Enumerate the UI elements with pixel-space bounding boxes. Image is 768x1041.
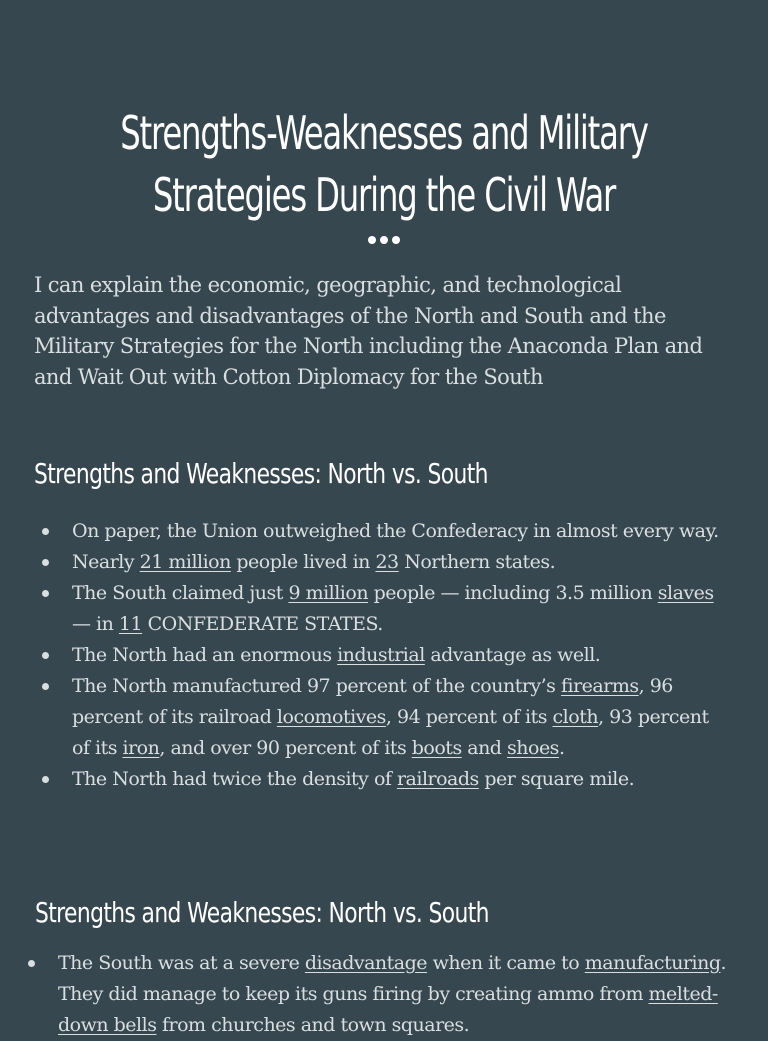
bullet-item <box>40 640 730 671</box>
underlined-term: cloth <box>552 706 599 728</box>
bullet-text: Nearly <box>72 551 140 573</box>
section-heading-2: Strengths and Weaknesses: North vs. South <box>35 896 489 929</box>
underlined-term: 21 million <box>139 551 231 573</box>
bullet-text: advantage as well. <box>424 644 601 666</box>
underlined-term: melted-down bells <box>58 983 718 1036</box>
underlined-term: iron <box>122 737 160 759</box>
bullet-text: , 96 percent of its railroad <box>72 675 673 728</box>
bullet-text: The North manufactured 97 percent of the country’s <box>72 675 561 697</box>
dot-icon <box>368 236 376 244</box>
bullet-text: The South was at a severe <box>58 952 305 974</box>
dot-icon <box>392 236 400 244</box>
separator-dots <box>0 236 768 244</box>
bullet-item <box>40 764 730 795</box>
bullet-text: On paper, the Union outweighed the Confederacy in almost every way. <box>72 520 719 542</box>
bullet-text: — in <box>72 613 119 635</box>
bullet-text: and <box>461 737 508 759</box>
underlined-term: 9 million <box>288 582 369 604</box>
section-heading-1: Strengths and Weaknesses: North vs. South <box>34 457 488 490</box>
bullet-text: The North had twice the density of <box>72 768 397 790</box>
underlined-term: railroads <box>396 768 479 790</box>
bullet-text: people lived in <box>230 551 376 573</box>
bullet-text: Northern states. <box>398 551 556 573</box>
bullet-text: per square mile. <box>478 768 635 790</box>
underlined-term: manufacturing <box>584 952 721 974</box>
bullet-text: CONFEDERATE STATES. <box>142 613 383 635</box>
bullet-text: , 94 percent of its <box>385 706 553 728</box>
bullet-item <box>40 547 730 578</box>
bullet-text: . They did manage to keep its guns firing by creating ammo from <box>58 952 727 1005</box>
slide-title: Strengths-Weaknesses and Military Strategies During the Civil War <box>120 106 648 222</box>
bullet-item <box>40 578 730 640</box>
bullet-list-1 <box>40 516 730 795</box>
bullet-text: when it came to <box>427 952 585 974</box>
bullet-text: , and over 90 percent of its <box>159 737 412 759</box>
bullet-item <box>26 948 756 1041</box>
bullet-list-2 <box>26 948 756 1041</box>
bullet-text: , 93 percent of its <box>72 706 709 759</box>
bullet-text: . <box>558 737 565 759</box>
underlined-term: industrial <box>337 644 425 666</box>
underlined-term: shoes <box>507 737 559 759</box>
underlined-term: slaves <box>657 582 714 604</box>
bullet-item <box>40 516 730 547</box>
bullet-item <box>40 671 730 764</box>
underlined-term: firearms <box>560 675 639 697</box>
underlined-term: 11 <box>118 613 143 635</box>
underlined-term: 23 <box>375 551 399 573</box>
dot-icon <box>380 236 388 244</box>
learning-objective: I can explain the economic, geographic, and technological advantages and disadvantages of the North and South and the Military Strategies for the North including the Anaconda Plan and and Wait Out with Cotton Diplomacy for the South <box>34 273 703 389</box>
bullet-text: from churches and town squares. <box>156 1014 470 1036</box>
bullet-text: The South claimed just <box>72 582 289 604</box>
underlined-term: locomotives <box>276 706 386 728</box>
underlined-term: disadvantage <box>304 952 428 974</box>
bullet-text: The North had an enormous <box>72 644 338 666</box>
bullet-text: people — including 3.5 million <box>368 582 658 604</box>
underlined-term: boots <box>411 737 462 759</box>
